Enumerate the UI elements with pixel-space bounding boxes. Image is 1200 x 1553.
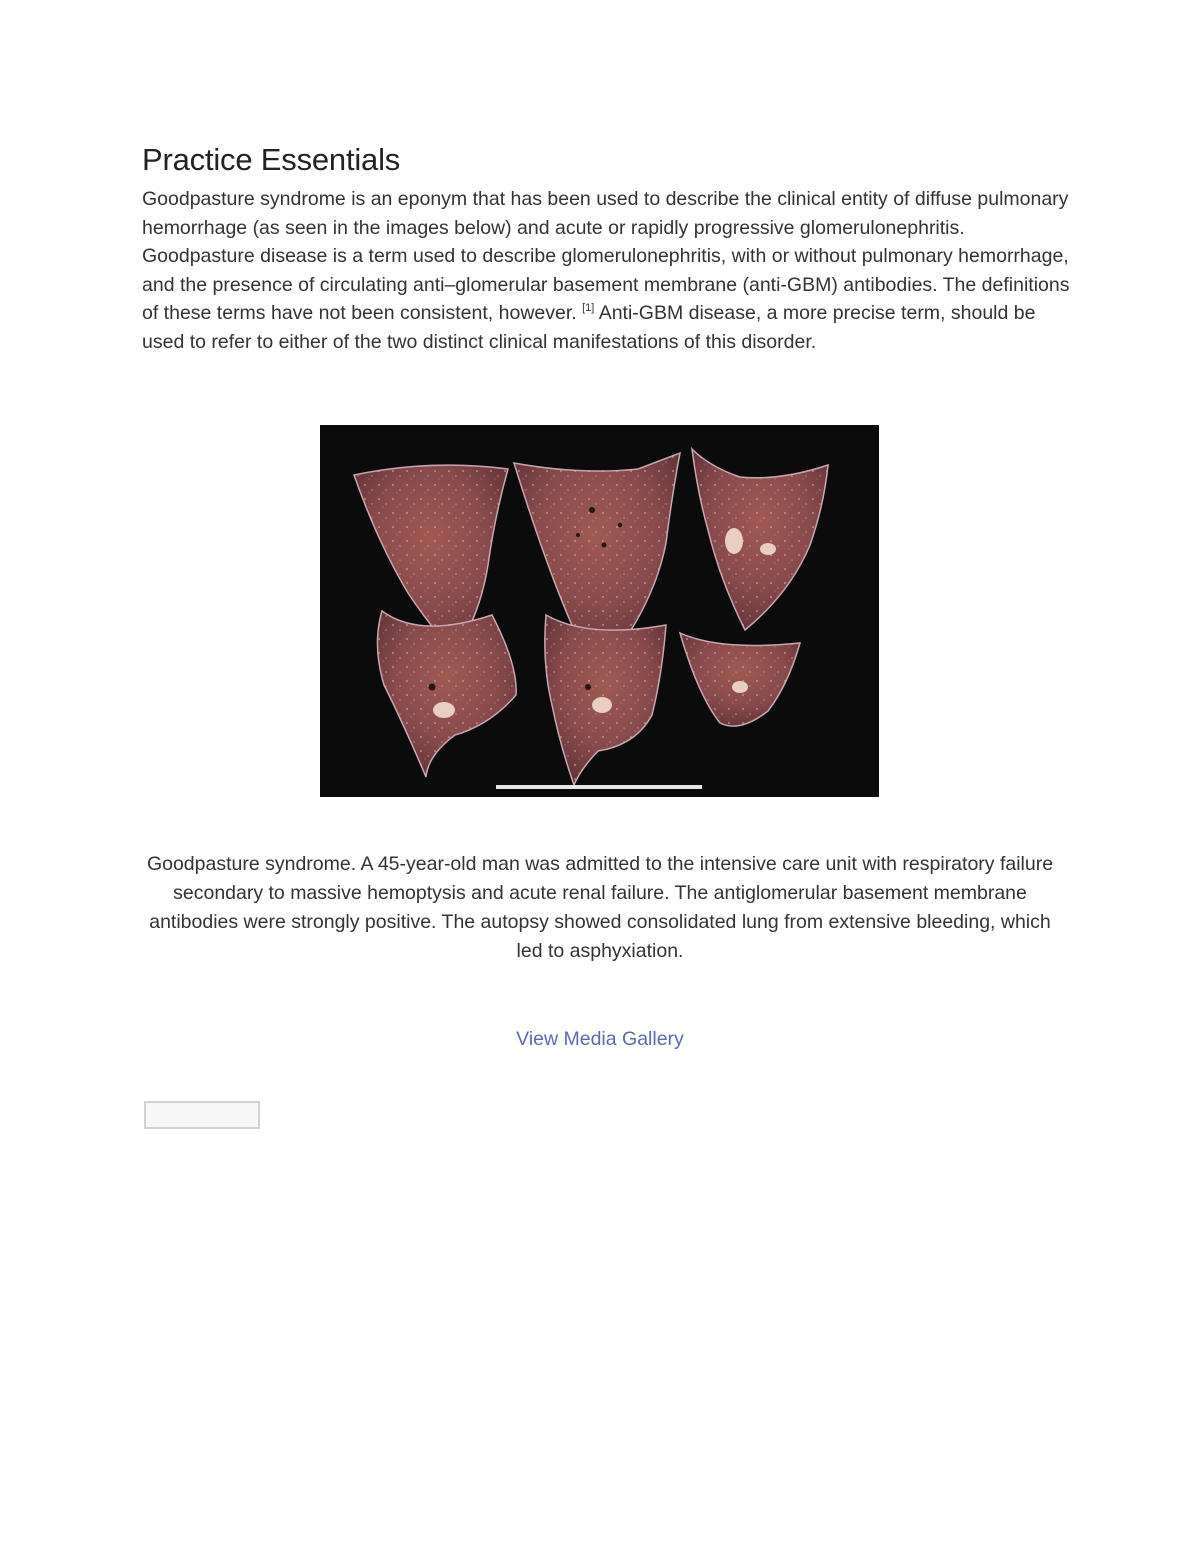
intro-paragraph (142, 185, 1072, 356)
view-media-gallery-link[interactable]: View Media Gallery (516, 1028, 684, 1050)
lung-slices-illustration (320, 425, 879, 797)
empty-placeholder-box (144, 1101, 260, 1129)
scale-bar (496, 785, 702, 789)
figure-caption: Goodpasture syndrome. A 45-year-old man was admitted to the intensive care unit with respiratory failure secondary to massive hemoptysis and acute renal failure. The antiglomerular basement membrane antibodies were strongly positive. The autopsy showed consolidated lung from extensive bleeding, which led to asphyxiation. (146, 853, 1054, 962)
page-title: Practice Essentials (142, 142, 401, 177)
citation-link[interactable]: [1] (582, 302, 595, 314)
intro-text-part2: Anti-GBM disease, a more precise term, should be used to refer to either of the two distinct clinical manifestations of this disorder. (142, 302, 1036, 353)
intro-text-part1: Goodpasture syndrome is an eponym that has been used to describe the clinical entity of diffuse pulmonary hemorrhage (as seen in the images below) and acute or rapidly progressive glomerulonephritis. Goodpasture disease is a term used to describe glomerulonephritis, with or without pulmonary hemorrhage, and the presence of circulating anti–glomerular basement membrane (anti-GBM) antibodies. The definitions of these terms have not been consistent, however. (142, 188, 1070, 324)
lung-specimen-image[interactable] (320, 425, 879, 797)
